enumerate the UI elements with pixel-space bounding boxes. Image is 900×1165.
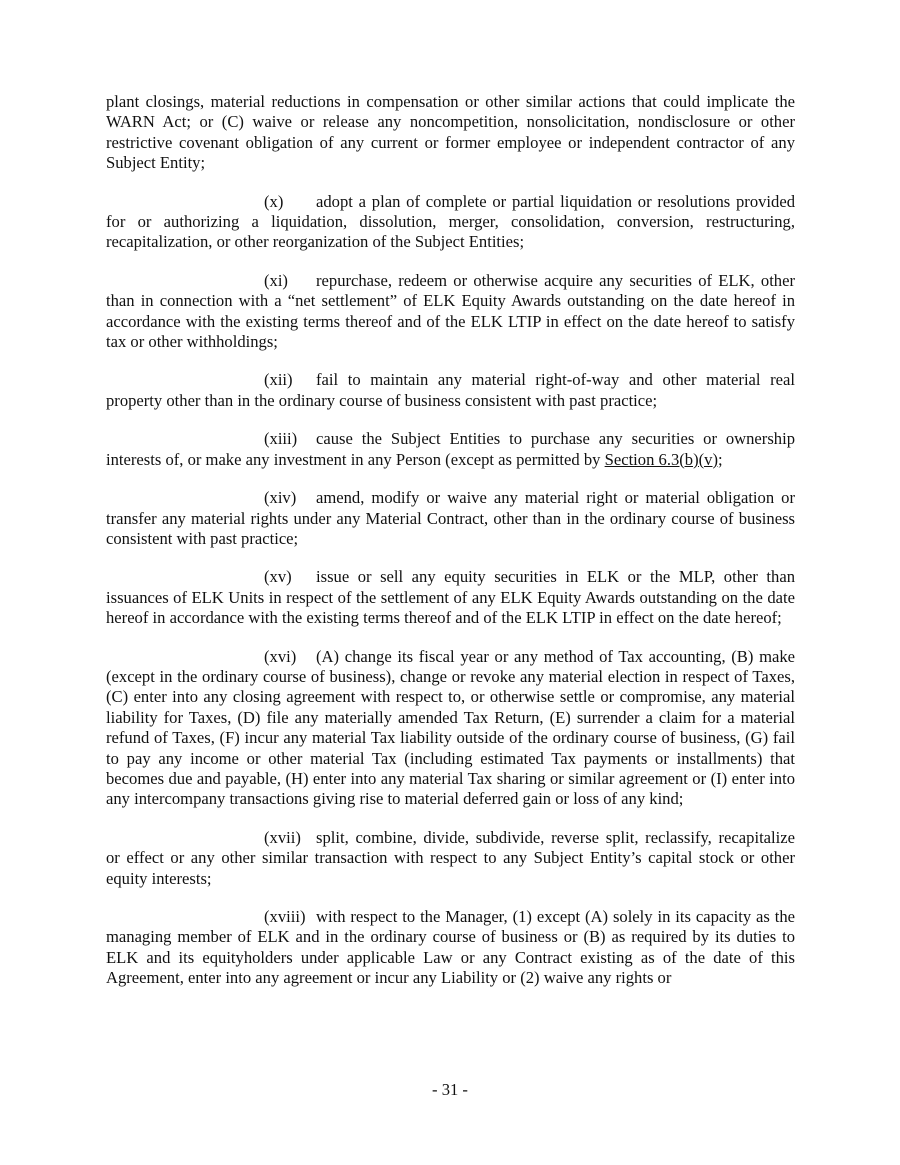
clause-label: (xii) <box>264 370 293 390</box>
clause-label: (xvi) <box>264 646 297 666</box>
clause-xiii <box>106 429 795 470</box>
clause-text: fail to maintain any material right-of-way and other material real property other than in the ordinary course of business consistent with past practice; <box>106 370 795 410</box>
clause-text: with respect to the Manager, (1) except (A) solely in its capacity as the managing member of ELK and in the ordinary course of business or (B) as required by its duties to ELK and its equityholders under applicable Law or any Contract existing as of the date of this Agreement, enter into any agreement or incur any Liability or (2) waive any rights or <box>106 907 795 988</box>
clause-text: repurchase, redeem or otherwise acquire any securities of ELK, other than in connection with a “net settlement” of ELK Equity Awards outstanding on the date hereof in accordance with the existing terms thereof and of the ELK LTIP in effect on the date hereof to satisfy tax or other withholdings; <box>106 270 795 352</box>
clause-label: (xiii) <box>264 429 298 449</box>
continuation-paragraph: plant closings, material reductions in compensation or other similar actions that could implicate the WARN Act; or (C) waive or release any noncompetition, nonsolicitation, nondisclosure or other restrictive covenant obligation of any current or former employee or independent contractor of any Subject Entity; <box>106 92 795 173</box>
clause-label: (x) <box>264 191 284 211</box>
clause-text: issue or sell any equity securities in ELK or the MLP, other than issuances of ELK Units in respect of the settlement of any ELK Equity Awards outstanding on the date hereof in accordance with the existing terms thereof and of the ELK LTIP in effect on the date hereof; <box>106 567 795 628</box>
clause-x <box>106 192 795 253</box>
clause-label: (xi) <box>264 270 288 290</box>
clause-label: (xiv) <box>264 488 297 508</box>
clause-xiv <box>106 488 795 549</box>
document-page <box>106 92 795 1007</box>
clause-xvii <box>106 828 795 889</box>
section-reference-link: Section 6.3(b)(v) <box>604 449 718 469</box>
clause-text: split, combine, divide, subdivide, reverse split, reclassify, recapitalize or effect or any other similar transaction with respect to any Subject Entity’s capital stock or other equity interests; <box>106 827 795 888</box>
clause-xv <box>106 567 795 628</box>
clause-label: (xvii) <box>264 827 301 847</box>
clause-xvi <box>106 647 795 810</box>
page-number: - 31 - <box>432 1080 468 1099</box>
clause-text-end: ; <box>717 449 723 469</box>
clause-text: (A) change its fiscal year or any method of Tax accounting, (B) make (except in the ordinary course of business), change or revoke any material election in respect of Taxes, (C) enter into any closing agreement with respect to, or otherwise settle or compromise, any material liability for Taxes, (D) file any materially amended Tax Return, (E) surrender a claim for a material refund of Taxes, (F) incur any material Tax liability outside of the ordinary course of business, (G) fail to pay any income or other material Tax (including estimated Tax payments or installments) that becomes due and payable, (H) enter into any material Tax sharing or similar agreement or (I) enter into any intercompany transactions giving rise to material deferred gain or loss of any kind; <box>106 646 795 809</box>
clause-text: amend, modify or waive any material right or material obligation or transfer any material rights under any Material Contract, other than in the ordinary course of business consistent with past practice; <box>106 488 795 548</box>
clause-xii <box>106 370 795 411</box>
clause-text: adopt a plan of complete or partial liquidation or resolutions provided for or authorizing a liquidation, dissolution, merger, consolidation, conversion, restructuring, recapitalization, or other reorganization of the Subject Entities; <box>106 191 795 252</box>
clause-text: cause the Subject Entities to purchase any securities or ownership interests of, or make any investment in any Person (except as permitted by <box>106 429 795 469</box>
clause-xviii <box>106 907 795 989</box>
clause-xi <box>106 271 795 353</box>
clause-label: (xviii) <box>264 907 306 926</box>
clause-label: (xv) <box>264 567 292 587</box>
